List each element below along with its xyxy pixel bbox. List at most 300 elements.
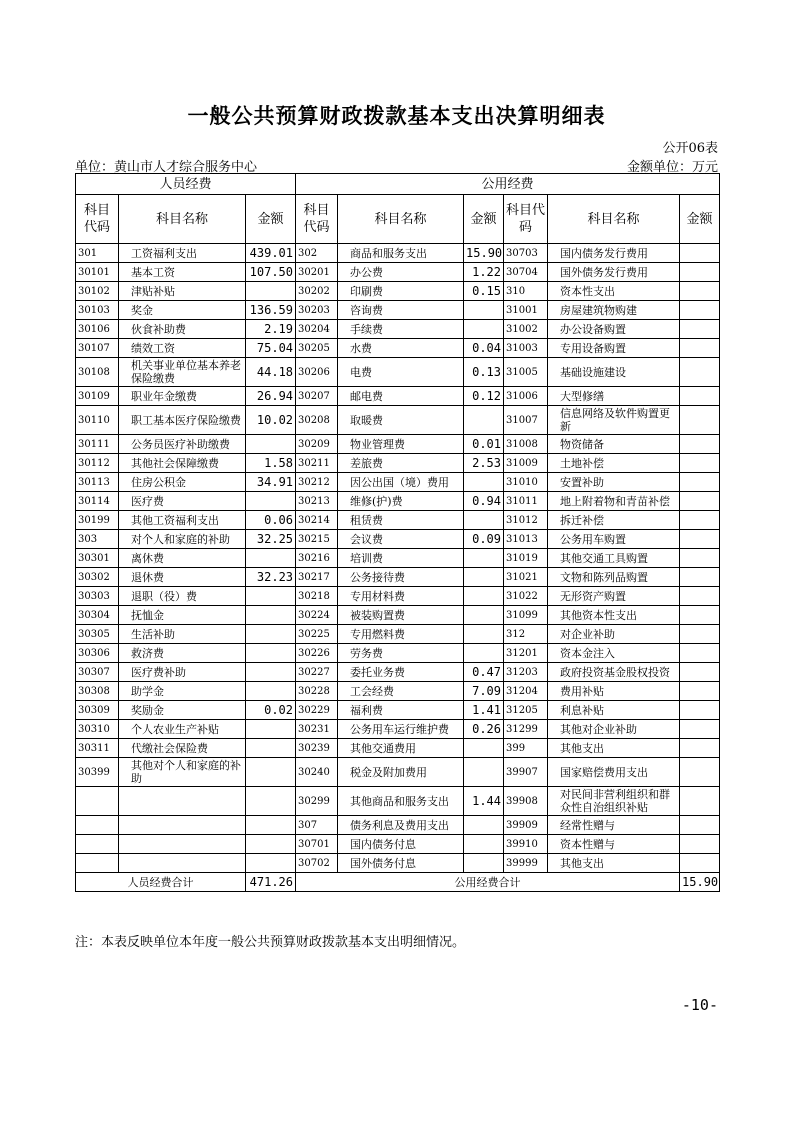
public-name: 经常性赠与 [548, 816, 680, 835]
public-amount: 2.53 [464, 454, 504, 473]
public-amount [680, 549, 720, 568]
personnel-amount: 0.06 [246, 511, 296, 530]
public-name: 电费 [338, 358, 464, 387]
public-amount [680, 263, 720, 282]
personnel-code [76, 854, 119, 873]
public-name: 公务用车运行维护费 [338, 720, 464, 739]
public-name: 资本金注入 [548, 644, 680, 663]
public-name: 债务利息及费用支出 [338, 816, 464, 835]
page-title: 一般公共预算财政拨款基本支出决算明细表 [187, 104, 606, 128]
public-amount [680, 492, 720, 511]
public-code: 310 [504, 282, 548, 301]
public-amount [680, 644, 720, 663]
public-name: 邮电费 [338, 387, 464, 406]
table-row [76, 816, 720, 835]
public-code: 31099 [504, 606, 548, 625]
personnel-code [76, 835, 119, 854]
personnel-code [76, 787, 119, 816]
personnel-amount [246, 644, 296, 663]
public-name: 拆迁补偿 [548, 511, 680, 530]
personnel-amount: 32.23 [246, 568, 296, 587]
public-code: 31203 [504, 663, 548, 682]
public-amount [464, 549, 504, 568]
public-name: 大型修缮 [548, 387, 680, 406]
public-name: 专用材料费 [338, 587, 464, 606]
personnel-code: 30113 [76, 473, 119, 492]
public-code: 30215 [296, 530, 338, 549]
page-number: -10- [681, 996, 718, 1014]
public-name: 其他对企业补助 [548, 720, 680, 739]
public-code: 30218 [296, 587, 338, 606]
public-code: 30239 [296, 739, 338, 758]
public-code: 30216 [296, 549, 338, 568]
public-name: 资本性支出 [548, 282, 680, 301]
personnel-name: 抚恤金 [119, 606, 246, 625]
table-row [76, 587, 720, 606]
personnel-amount [246, 625, 296, 644]
public-amount: 0.04 [464, 339, 504, 358]
public-amount [680, 339, 720, 358]
public-code: 30204 [296, 320, 338, 339]
public-amount [464, 816, 504, 835]
public-amount [464, 473, 504, 492]
table-row [76, 492, 720, 511]
header-amount: 金额 [680, 195, 720, 244]
personnel-code: 30107 [76, 339, 119, 358]
personnel-amount: 34.91 [246, 473, 296, 492]
public-name: 国内债务付息 [338, 835, 464, 854]
public-code: 307 [296, 816, 338, 835]
personnel-amount [246, 549, 296, 568]
public-code: 302 [296, 244, 338, 263]
public-name: 水费 [338, 339, 464, 358]
public-amount [464, 320, 504, 339]
personnel-code: 303 [76, 530, 119, 549]
public-code: 31003 [504, 339, 548, 358]
public-amount [680, 625, 720, 644]
public-name: 其他资本性支出 [548, 606, 680, 625]
table-row [76, 682, 720, 701]
public-amount: 1.41 [464, 701, 504, 720]
public-amount [680, 854, 720, 873]
public-name: 对民间非营利组织和群众性自治组织补贴 [548, 787, 680, 816]
table-row [76, 701, 720, 720]
table-body [76, 244, 720, 873]
public-amount [680, 787, 720, 816]
personnel-code: 30101 [76, 263, 119, 282]
public-name: 差旅费 [338, 454, 464, 473]
public-amount [680, 387, 720, 406]
public-code: 30205 [296, 339, 338, 358]
table-row [76, 435, 720, 454]
table-row [76, 454, 720, 473]
personnel-code: 30303 [76, 587, 119, 606]
personnel-code: 30106 [76, 320, 119, 339]
public-code: 31001 [504, 301, 548, 320]
public-code: 39910 [504, 835, 548, 854]
personnel-name: 职业年金缴费 [119, 387, 246, 406]
public-amount: 1.22 [464, 263, 504, 282]
public-code: 399 [504, 739, 548, 758]
personnel-code: 30310 [76, 720, 119, 739]
expenditure-table [75, 173, 720, 892]
public-code: 30299 [296, 787, 338, 816]
public-name: 其他交通费用 [338, 739, 464, 758]
personnel-name: 其他工资福利支出 [119, 511, 246, 530]
public-amount [680, 663, 720, 682]
public-amount [680, 358, 720, 387]
personnel-amount [246, 663, 296, 682]
public-code: 30231 [296, 720, 338, 739]
table-row [76, 644, 720, 663]
personnel-name: 伙食补助费 [119, 320, 246, 339]
public-amount [680, 530, 720, 549]
public-name: 物资储备 [548, 435, 680, 454]
public-amount [464, 406, 504, 435]
public-name: 手续费 [338, 320, 464, 339]
public-code: 39908 [504, 787, 548, 816]
table-row [76, 301, 720, 320]
personnel-amount [246, 720, 296, 739]
public-code: 30701 [296, 835, 338, 854]
personnel-name: 退职（役）费 [119, 587, 246, 606]
public-amount [464, 758, 504, 787]
personnel-name: 医疗费 [119, 492, 246, 511]
public-code: 30228 [296, 682, 338, 701]
public-amount [464, 625, 504, 644]
table-row [76, 549, 720, 568]
public-name: 资本性赠与 [548, 835, 680, 854]
personnel-code: 30302 [76, 568, 119, 587]
public-code: 31019 [504, 549, 548, 568]
public-code: 31005 [504, 358, 548, 387]
public-amount [464, 606, 504, 625]
public-code: 31002 [504, 320, 548, 339]
public-code: 31009 [504, 454, 548, 473]
personnel-amount: 107.50 [246, 263, 296, 282]
public-amount [680, 682, 720, 701]
public-amount: 0.47 [464, 663, 504, 682]
public-amount [680, 587, 720, 606]
public-amount [680, 473, 720, 492]
personnel-name: 机关事业单位基本养老保险缴费 [119, 358, 246, 387]
table-row [76, 511, 720, 530]
totals-row [76, 873, 720, 892]
personnel-name: 医疗费补助 [119, 663, 246, 682]
personnel-amount: 75.04 [246, 339, 296, 358]
group-public: 公用经费 [296, 174, 720, 195]
public-amount [680, 301, 720, 320]
table-row [76, 606, 720, 625]
public-amount: 0.26 [464, 720, 504, 739]
public-amount [464, 511, 504, 530]
public-amount [464, 739, 504, 758]
public-amount [464, 587, 504, 606]
personnel-name: 职工基本医疗保险缴费 [119, 406, 246, 435]
public-name: 租赁费 [338, 511, 464, 530]
group-personnel: 人员经费 [76, 174, 296, 195]
public-code: 31011 [504, 492, 548, 511]
table-row [76, 568, 720, 587]
public-amount: 7.09 [464, 682, 504, 701]
public-name: 土地补偿 [548, 454, 680, 473]
personnel-name: 津贴补贴 [119, 282, 246, 301]
personnel-name: 个人农业生产补贴 [119, 720, 246, 739]
personnel-code [76, 816, 119, 835]
table-row [76, 358, 720, 387]
public-amount [680, 835, 720, 854]
public-name: 办公费 [338, 263, 464, 282]
table-row [76, 787, 720, 816]
public-code: 30201 [296, 263, 338, 282]
public-code: 30704 [504, 263, 548, 282]
personnel-name: 其他社会保障缴费 [119, 454, 246, 473]
public-name: 福利费 [338, 701, 464, 720]
public-code: 31021 [504, 568, 548, 587]
personnel-name [119, 835, 246, 854]
public-amount [464, 644, 504, 663]
public-code: 31201 [504, 644, 548, 663]
public-name: 办公设备购置 [548, 320, 680, 339]
public-code: 31022 [504, 587, 548, 606]
table-row [76, 282, 720, 301]
personnel-amount [246, 835, 296, 854]
public-code: 31010 [504, 473, 548, 492]
personnel-amount: 0.02 [246, 701, 296, 720]
personnel-name: 住房公积金 [119, 473, 246, 492]
table-row [76, 339, 720, 358]
personnel-code: 301 [76, 244, 119, 263]
public-code: 39909 [504, 816, 548, 835]
personnel-code: 30311 [76, 739, 119, 758]
public-code: 30225 [296, 625, 338, 644]
public-amount [464, 301, 504, 320]
personnel-name: 助学金 [119, 682, 246, 701]
public-code: 30208 [296, 406, 338, 435]
public-total-label: 公用经费合计 [296, 873, 680, 892]
public-name: 因公出国（境）费用 [338, 473, 464, 492]
personnel-name: 离休费 [119, 549, 246, 568]
public-amount: 0.09 [464, 530, 504, 549]
personnel-code: 30399 [76, 758, 119, 787]
personnel-amount [246, 282, 296, 301]
public-name: 政府投资基金股权投资 [548, 663, 680, 682]
public-total-value: 15.90 [680, 873, 720, 892]
personnel-amount [246, 606, 296, 625]
public-amount: 0.94 [464, 492, 504, 511]
public-name: 费用补贴 [548, 682, 680, 701]
public-code: 31299 [504, 720, 548, 739]
personnel-amount [246, 435, 296, 454]
public-code: 31013 [504, 530, 548, 549]
public-amount [680, 282, 720, 301]
public-code: 30207 [296, 387, 338, 406]
public-name: 国外债务付息 [338, 854, 464, 873]
personnel-code: 30304 [76, 606, 119, 625]
public-code: 30206 [296, 358, 338, 387]
header-code: 科目代码 [504, 195, 548, 244]
public-name: 委托业务费 [338, 663, 464, 682]
public-code: 30227 [296, 663, 338, 682]
public-amount [680, 606, 720, 625]
public-code: 39907 [504, 758, 548, 787]
public-code: 31006 [504, 387, 548, 406]
personnel-name: 奖励金 [119, 701, 246, 720]
public-amount [680, 758, 720, 787]
public-amount [680, 701, 720, 720]
public-name: 国内债务发行费用 [548, 244, 680, 263]
public-name: 工会经费 [338, 682, 464, 701]
public-amount: 1.44 [464, 787, 504, 816]
personnel-code: 30114 [76, 492, 119, 511]
public-code: 30214 [296, 511, 338, 530]
public-code: 30702 [296, 854, 338, 873]
public-amount [680, 568, 720, 587]
table-row [76, 263, 720, 282]
personnel-name: 退休费 [119, 568, 246, 587]
personnel-code: 30305 [76, 625, 119, 644]
personnel-amount: 32.25 [246, 530, 296, 549]
public-name: 印刷费 [338, 282, 464, 301]
public-name: 信息网络及软件购置更新 [548, 406, 680, 435]
public-code: 30211 [296, 454, 338, 473]
public-amount: 0.15 [464, 282, 504, 301]
unit-label: 单位：黄山市人才综合服务中心 [75, 160, 258, 175]
public-code: 30203 [296, 301, 338, 320]
public-amount [680, 406, 720, 435]
public-name: 利息补贴 [548, 701, 680, 720]
personnel-amount [246, 587, 296, 606]
table-row [76, 663, 720, 682]
personnel-code: 30306 [76, 644, 119, 663]
public-code: 30240 [296, 758, 338, 787]
personnel-code: 30112 [76, 454, 119, 473]
footnote: 注：本表反映单位本年度一般公共预算财政拨款基本支出明细情况。 [75, 935, 466, 950]
public-name: 基础设施建设 [548, 358, 680, 387]
public-code: 31204 [504, 682, 548, 701]
public-name: 咨询费 [338, 301, 464, 320]
public-amount [680, 720, 720, 739]
public-name: 劳务费 [338, 644, 464, 663]
table-row [76, 720, 720, 739]
public-name: 对企业补助 [548, 625, 680, 644]
public-code: 30202 [296, 282, 338, 301]
public-amount [680, 816, 720, 835]
public-code: 39999 [504, 854, 548, 873]
header-name: 科目名称 [338, 195, 464, 244]
public-name: 维修(护)费 [338, 492, 464, 511]
table-row [76, 406, 720, 435]
public-code: 30229 [296, 701, 338, 720]
public-name: 其他支出 [548, 854, 680, 873]
personnel-code: 30102 [76, 282, 119, 301]
personnel-name: 绩效工资 [119, 339, 246, 358]
public-name: 房屋建筑物购建 [548, 301, 680, 320]
personnel-name: 公务员医疗补助缴费 [119, 435, 246, 454]
personnel-amount: 439.01 [246, 244, 296, 263]
public-name: 无形资产购置 [548, 587, 680, 606]
public-name: 其他交通工具购置 [548, 549, 680, 568]
personnel-code: 30199 [76, 511, 119, 530]
public-amount [680, 244, 720, 263]
table-row [76, 530, 720, 549]
header-code: 科目代码 [296, 195, 338, 244]
personnel-amount [246, 787, 296, 816]
header-amount: 金额 [464, 195, 504, 244]
public-code: 31012 [504, 511, 548, 530]
public-name: 其他支出 [548, 739, 680, 758]
public-name: 专用设备购置 [548, 339, 680, 358]
table-row [76, 739, 720, 758]
public-code: 31007 [504, 406, 548, 435]
public-name: 文物和陈列品购置 [548, 568, 680, 587]
header-name: 科目名称 [119, 195, 246, 244]
public-amount [680, 320, 720, 339]
personnel-name: 基本工资 [119, 263, 246, 282]
personnel-amount [246, 758, 296, 787]
personnel-code: 30110 [76, 406, 119, 435]
public-amount: 0.12 [464, 387, 504, 406]
personnel-amount [246, 739, 296, 758]
personnel-amount [246, 492, 296, 511]
table-row [76, 387, 720, 406]
public-code: 30212 [296, 473, 338, 492]
personnel-code: 30301 [76, 549, 119, 568]
public-name: 取暖费 [338, 406, 464, 435]
personnel-name: 对个人和家庭的补助 [119, 530, 246, 549]
table-row [76, 244, 720, 263]
public-amount [680, 435, 720, 454]
personnel-name [119, 854, 246, 873]
personnel-code: 30111 [76, 435, 119, 454]
public-name: 会议费 [338, 530, 464, 549]
public-name: 其他商品和服务支出 [338, 787, 464, 816]
money-unit: 金额单位：万元 [626, 160, 718, 175]
public-amount [464, 854, 504, 873]
personnel-name: 其他对个人和家庭的补助 [119, 758, 246, 787]
personnel-name [119, 787, 246, 816]
personnel-name: 工资福利支出 [119, 244, 246, 263]
personnel-total-label: 人员经费合计 [76, 873, 246, 892]
public-code: 312 [504, 625, 548, 644]
personnel-amount: 10.02 [246, 406, 296, 435]
public-name: 国外债务发行费用 [548, 263, 680, 282]
public-name: 商品和服务支出 [338, 244, 464, 263]
public-code: 31205 [504, 701, 548, 720]
public-code: 30217 [296, 568, 338, 587]
personnel-amount: 26.94 [246, 387, 296, 406]
public-code: 30224 [296, 606, 338, 625]
public-amount: 0.13 [464, 358, 504, 387]
table-row [76, 758, 720, 787]
public-name: 培训费 [338, 549, 464, 568]
public-name: 国家赔偿费用支出 [548, 758, 680, 787]
personnel-amount [246, 682, 296, 701]
personnel-amount: 1.58 [246, 454, 296, 473]
public-amount [464, 568, 504, 587]
header-name: 科目名称 [548, 195, 680, 244]
personnel-code: 30108 [76, 358, 119, 387]
public-name: 专用燃料费 [338, 625, 464, 644]
personnel-amount [246, 816, 296, 835]
personnel-amount [246, 854, 296, 873]
personnel-code: 30309 [76, 701, 119, 720]
personnel-name: 救济费 [119, 644, 246, 663]
header-amount: 金额 [246, 195, 296, 244]
personnel-name: 奖金 [119, 301, 246, 320]
table-row [76, 320, 720, 339]
personnel-name: 代缴社会保险费 [119, 739, 246, 758]
